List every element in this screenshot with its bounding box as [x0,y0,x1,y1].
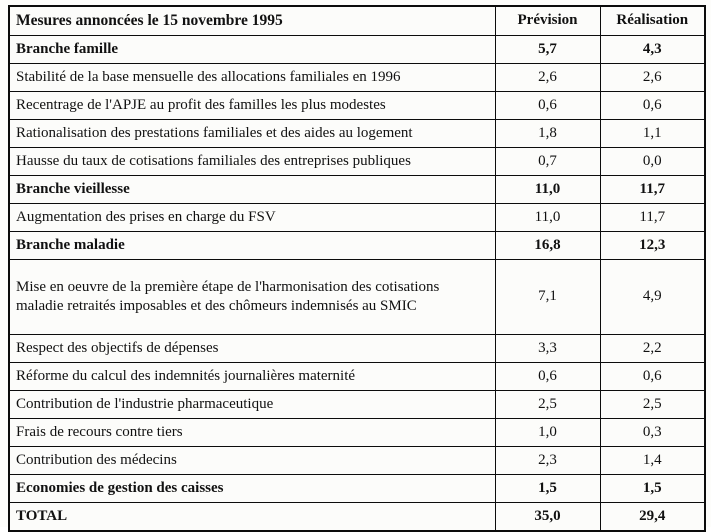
prevision-cell: 0,6 [495,363,600,391]
measure-label-cell: Rationalisation des prestations familiales et des aides au logement [9,120,495,148]
prevision-cell: 1,5 [495,475,600,503]
table-row [9,120,705,148]
realisation-cell: 1,1 [600,120,705,148]
prevision-cell: 1,8 [495,120,600,148]
measure-label-cell: Branche maladie [9,232,495,260]
measures-table [8,5,706,532]
header-realisation: Réalisation [600,6,705,36]
measure-label-cell: TOTAL [9,503,495,532]
table-row [9,363,705,391]
realisation-cell: 11,7 [600,176,705,204]
table-row [9,204,705,232]
table-row [9,391,705,419]
prevision-cell: 1,0 [495,419,600,447]
table-header-row [9,6,705,36]
table-row [9,419,705,447]
measure-label-cell: Respect des objectifs de dépenses [9,335,495,363]
prevision-cell: 11,0 [495,176,600,204]
header-measures: Mesures annoncées le 15 novembre 1995 [9,6,495,36]
table-row [9,92,705,120]
prevision-cell: 35,0 [495,503,600,532]
prevision-cell: 2,6 [495,64,600,92]
realisation-cell: 1,4 [600,447,705,475]
table-row [9,176,705,204]
table-row [9,475,705,503]
measure-label-cell: Mise en oeuvre de la première étape de l'harmonisation des cotisations maladie retraités imposables et des chômeurs indemnisés au SMIC [9,260,495,335]
table-row [9,447,705,475]
realisation-cell: 11,7 [600,204,705,232]
realisation-cell: 2,2 [600,335,705,363]
measure-label-cell: Branche famille [9,36,495,64]
prevision-cell: 16,8 [495,232,600,260]
prevision-cell: 0,7 [495,148,600,176]
realisation-cell: 0,3 [600,419,705,447]
table-row [9,148,705,176]
realisation-cell: 0,6 [600,92,705,120]
prevision-cell: 3,3 [495,335,600,363]
header-prevision: Prévision [495,6,600,36]
measure-label-cell: Contribution des médecins [9,447,495,475]
measure-label-cell: Economies de gestion des caisses [9,475,495,503]
table-row [9,335,705,363]
realisation-cell: 2,5 [600,391,705,419]
realisation-cell: 29,4 [600,503,705,532]
realisation-cell: 0,0 [600,148,705,176]
realisation-cell: 0,6 [600,363,705,391]
measure-label-cell: Hausse du taux de cotisations familiales des entreprises publiques [9,148,495,176]
prevision-cell: 5,7 [495,36,600,64]
prevision-cell: 0,6 [495,92,600,120]
prevision-cell: 7,1 [495,260,600,335]
measure-label-cell: Réforme du calcul des indemnités journalières maternité [9,363,495,391]
prevision-cell: 11,0 [495,204,600,232]
realisation-cell: 4,3 [600,36,705,64]
realisation-cell: 12,3 [600,232,705,260]
realisation-cell: 2,6 [600,64,705,92]
prevision-cell: 2,5 [495,391,600,419]
measure-label-cell: Stabilité de la base mensuelle des allocations familiales en 1996 [9,64,495,92]
table-row [9,36,705,64]
measure-label-cell: Augmentation des prises en charge du FSV [9,204,495,232]
measure-label-cell: Frais de recours contre tiers [9,419,495,447]
realisation-cell: 4,9 [600,260,705,335]
measure-label-cell: Recentrage de l'APJE au profit des familles les plus modestes [9,92,495,120]
measure-label-cell: Contribution de l'industrie pharmaceutique [9,391,495,419]
table-row [9,260,705,335]
realisation-cell: 1,5 [600,475,705,503]
table-row [9,232,705,260]
table-row [9,64,705,92]
measure-label-cell: Branche vieillesse [9,176,495,204]
prevision-cell: 2,3 [495,447,600,475]
